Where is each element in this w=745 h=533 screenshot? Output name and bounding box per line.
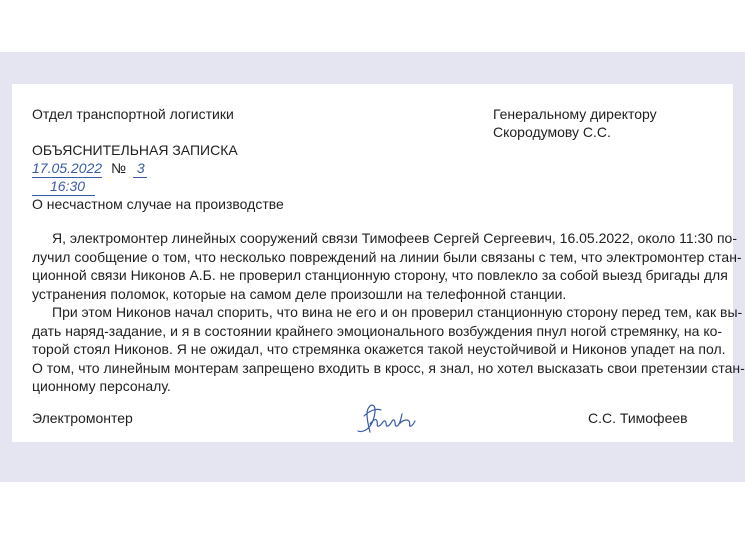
document-number: 3 [133, 160, 147, 178]
document-subject: О несчастном случае на производстве [32, 196, 284, 212]
body-line: дать наряд-задание, и я в состоянии крайнего эмоционального возбуждения пнул ногой стремянку, на ко- [32, 322, 723, 339]
sender-department: Отдел транспортной логистики [32, 106, 234, 122]
signer-position: Электромонтер [32, 410, 133, 426]
document-sheet [12, 84, 745, 442]
body-line: Я, электромонтер линейных сооружений связи Тимофеев Сергей Сергеевич, 16.05.2022, около 11:30 по- [52, 230, 737, 246]
addressee-line-2: Скородумову С.С. [493, 124, 611, 140]
document-type-title: ОБЪЯСНИТЕЛЬНАЯ ЗАПИСКА [32, 142, 238, 158]
body-line: При этом Никонов начал спорить, что вина не его и он проверил станционную сторону перед тем, как вы- [52, 304, 743, 320]
number-sign: № [110, 160, 126, 176]
body-line: О том, что линейным монтерам запрещено входить в кросс, я знал, но хотел высказать свои претензии стан- [32, 359, 745, 376]
body-line: ционному персоналу. [32, 378, 171, 394]
signer-name: С.С. Тимофеев [588, 410, 688, 426]
document-date: 17.05.2022 [32, 160, 103, 176]
date-number-row [32, 159, 147, 178]
body-line: лучил сообщение о том, что несколько повреждений на линии были связаны с тем, что электромонтер стан- [32, 248, 742, 265]
document-time: 16:30 [32, 178, 95, 196]
addressee-line-1: Генеральному директору [493, 106, 657, 122]
body-line: ционной связи Никонов А.Б. не проверил станционную сторону, что повлекло за собой выезд бригады для [32, 267, 728, 283]
body-line: торой стоял Никонов. Я не ожидал, что стремянка окажется такой неустойчивой и Никонов упадет на пол. [32, 341, 726, 357]
time-row [32, 177, 95, 196]
handwritten-signature [355, 402, 417, 436]
body-line: устранения поломок, которые на самом деле произошли на телефонной станции. [32, 285, 567, 302]
document-body [32, 229, 745, 396]
